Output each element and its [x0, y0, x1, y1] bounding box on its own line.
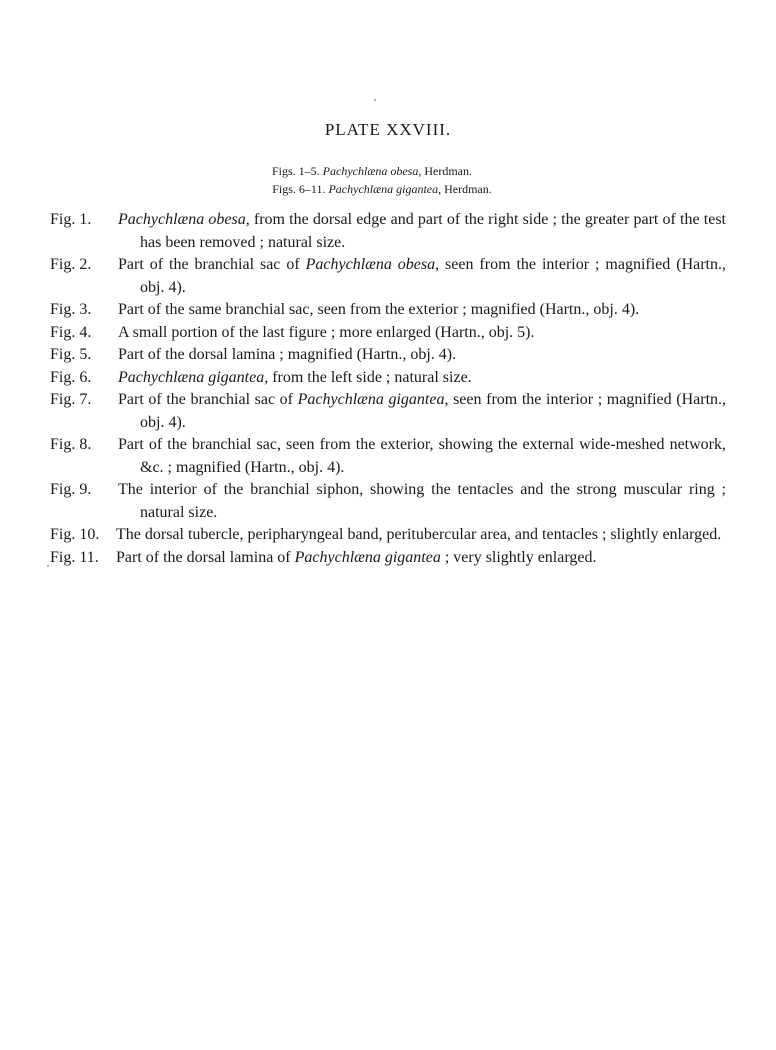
- figure-label: Fig. 5.: [50, 346, 92, 363]
- figure-caption-4: [50, 322, 726, 345]
- caption-text: The dorsal tubercle, peripharyngeal band, peritubercular area, and tentacles ; slightly enlarged.: [116, 526, 722, 543]
- subhead-figs: Figs. 6–11.: [272, 182, 326, 196]
- caption-text: Part of the branchial sac of Pachychlæna obesa, seen from the interior ; magnified (Hartn., obj. 4).: [118, 256, 726, 296]
- caption-text: A small portion of the last figure ; more enlarged (Hartn., obj. 5).: [118, 323, 535, 341]
- figure-caption-3: [50, 299, 726, 322]
- figure-label: Fig. 3.: [50, 301, 92, 318]
- figure-caption-1: [50, 209, 726, 254]
- print-speck: [374, 99, 376, 101]
- figure-caption-8: [50, 434, 726, 479]
- figure-label: Fig. 7.: [50, 391, 92, 408]
- subhead-taxon: Pachychlæna gigantea: [328, 182, 439, 196]
- subhead-figs-1-5: [0, 164, 760, 179]
- figure-caption-2: [50, 254, 726, 299]
- caption-text: Part of the branchial sac of Pachychlæna gigantea, seen from the interior ; magnified (Hartn., obj. 4).: [118, 391, 727, 431]
- figure-caption-7: [50, 389, 726, 434]
- subhead-taxon: Pachychlæna obesa: [322, 164, 419, 178]
- subhead-author: , Herdman.: [418, 164, 472, 178]
- subhead-author: , Herdman.: [438, 182, 492, 196]
- figure-label: Fig. 2.: [50, 256, 92, 273]
- subhead-figs: Figs. 1–5.: [272, 164, 320, 178]
- caption-text: Part of the dorsal lamina of Pachychlæna gigantea ; very slightly enlarged.: [116, 548, 597, 566]
- caption-text: Part of the same branchial sac, seen from the exterior ; magnified (Hartn., obj. 4).: [118, 301, 640, 318]
- figure-label: Fig. 1.: [50, 211, 92, 228]
- plate-title: PLATE XXVIII.: [324, 120, 452, 139]
- figure-caption-list: [50, 209, 726, 569]
- figure-caption-6: [50, 367, 726, 390]
- caption-text: The interior of the branchial siphon, showing the tentacles and the strong muscular ring ; natural size.: [118, 481, 726, 521]
- caption-text: Part of the dorsal lamina ; magnified (Hartn., obj. 4).: [118, 346, 457, 363]
- figure-label: Fig. 9.: [50, 481, 92, 498]
- caption-text: Pachychlæna gigantea, from the left side ; natural size.: [118, 368, 472, 386]
- figure-label: Fig. 6.: [50, 368, 92, 386]
- print-speck: [47, 565, 49, 567]
- figure-caption-9: [50, 479, 726, 524]
- figure-caption-11: [50, 547, 726, 570]
- caption-text: Pachychlæna obesa, from the dorsal edge and part of the right side ; the greater part of the test has been removed ; natural size.: [118, 211, 726, 251]
- figure-label: Fig. 11.: [50, 548, 99, 566]
- figure-label: Fig. 4.: [50, 323, 92, 341]
- subhead-figs-6-11: [0, 182, 770, 197]
- caption-text: Part of the branchial sac, seen from the exterior, showing the external wide-meshed network, &c. ; magnified (Hartn., obj. 4).: [118, 436, 726, 476]
- figure-label: Fig. 10.: [50, 526, 100, 543]
- figure-caption-5: [50, 344, 726, 367]
- figure-label: Fig. 8.: [50, 436, 92, 453]
- figure-caption-10: [50, 524, 726, 547]
